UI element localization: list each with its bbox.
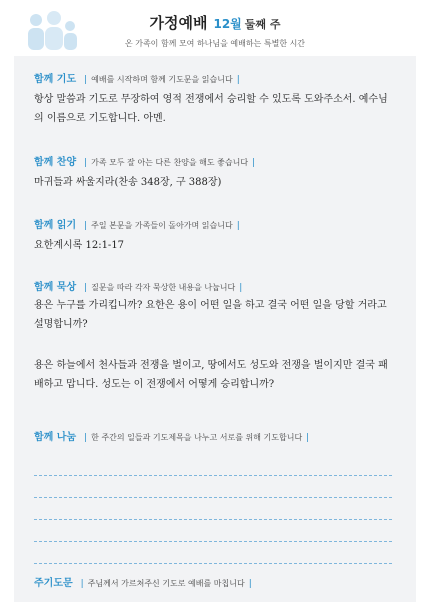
reading-section-head xyxy=(34,216,244,231)
reading-label: 함께 읽기 xyxy=(34,220,77,231)
writing-line xyxy=(34,476,392,498)
praise-instruction: 가족 모두 잘 아는 다른 찬양을 해도 좋습니다 xyxy=(91,158,249,167)
prayer-label: 함께 기도 xyxy=(34,74,77,85)
prayer-instruction: 예배를 시작하며 함께 기도문을 읽습니다 xyxy=(91,75,233,84)
prayer-section-head xyxy=(34,70,244,85)
divider: | xyxy=(84,158,88,168)
prayer-text: 항상 말씀과 기도로 무장하여 영적 전쟁에서 승리할 수 있도록 도와주소서. 예수님의 이름으로 기도합니다. 아멘. xyxy=(34,94,388,124)
writing-line xyxy=(34,542,392,564)
sharing-writing-lines xyxy=(34,454,392,564)
praise-label: 함께 찬양 xyxy=(34,157,77,168)
praise-text: 마귀들과 싸울지라(찬송 348장, 구 388장) xyxy=(34,177,222,188)
divider: | xyxy=(80,579,84,589)
divider: | xyxy=(84,433,88,443)
meditation-question-2: 용은 하늘에서 천사들과 전쟁을 벌이고, 땅에서도 성도와 전쟁을 벌이지만 결국 패배하고 맙니다. 성도는 이 전쟁에서 어떻게 승리합니까? xyxy=(34,360,388,390)
divider: | xyxy=(239,283,243,293)
divider: | xyxy=(84,221,88,231)
meditation-instruction: 질문을 따라 각자 묵상한 내용을 나눕니다 xyxy=(91,283,236,292)
lords-prayer-section-head xyxy=(34,574,256,589)
page-subtitle: 온 가족이 함께 모여 하나님을 예배하는 특별한 시간 xyxy=(124,39,306,48)
meditation-section-head xyxy=(34,278,246,293)
meditation-label: 함께 묵상 xyxy=(34,282,77,293)
month-label: 12월 xyxy=(213,17,242,31)
lords-prayer-label: 주기도문 xyxy=(34,578,73,589)
divider: | xyxy=(248,579,252,589)
writing-line xyxy=(34,520,392,542)
divider: | xyxy=(306,433,310,443)
sharing-instruction: 한 주간의 일들과 기도제목을 나누고 서로를 위해 기도합니다 xyxy=(91,433,303,442)
praise-section-head xyxy=(34,153,259,168)
divider: | xyxy=(236,75,240,85)
title-text: 가정예배 xyxy=(149,14,208,32)
divider: | xyxy=(236,221,240,231)
writing-line xyxy=(34,454,392,476)
lords-prayer-instruction: 주님께서 가르쳐주신 기도로 예배를 마칩니다 xyxy=(87,579,245,588)
header xyxy=(0,0,430,56)
reading-instruction: 주일 본문을 가족들이 돌아가며 읽습니다 xyxy=(91,221,233,230)
sharing-label: 함께 나눔 xyxy=(34,432,77,443)
divider: | xyxy=(84,75,88,85)
page-title xyxy=(0,12,430,33)
reading-text: 요한계시록 12:1-17 xyxy=(34,240,125,251)
divider: | xyxy=(84,283,88,293)
sharing-section-head xyxy=(34,428,313,443)
meditation-question-1: 용은 누구를 가리킵니까? 요한은 용이 어떤 일을 하고 결국 어떤 일을 당할 거라고 설명합니까? xyxy=(34,300,387,330)
week-label: 둘째 주 xyxy=(244,18,281,31)
writing-line xyxy=(34,498,392,520)
divider: | xyxy=(252,158,256,168)
